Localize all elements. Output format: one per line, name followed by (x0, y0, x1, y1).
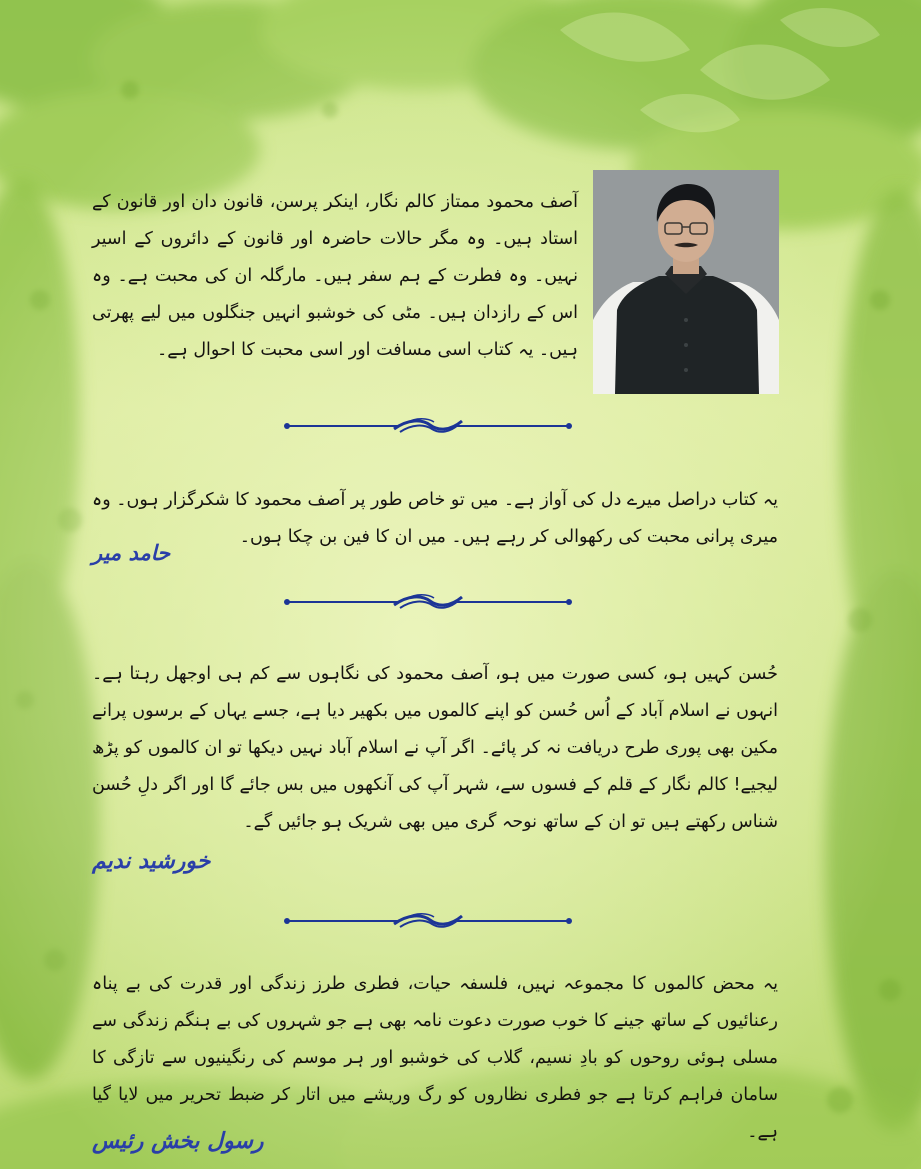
swirl-divider-icon (282, 591, 574, 613)
swirl-divider-icon (282, 415, 574, 437)
review-signature: خورشید ندیم (92, 848, 211, 874)
review-signature: رسول بخش رئیس (92, 1128, 264, 1154)
review-paragraph: یہ محض کالموں کا مجموعہ نہیں، فلسفہ حیات، فطری طرز زندگی اور قدرت کی بے پناہ رعنائیوں کے ساتھ جینے کا خوب صورت دعوت نامہ بھی ہے جو شہروں کی بے ہنگم زندگی سے مسلی ہوئی روحوں کو بادِ نسیم، گلاب کی خوشبو اور ہر موسم کی رنگینیوں سے تازگی کا سامان فراہم کرتا ہے جو فطری نظاروں کو رگ وریشے میں اتار کر ضبط تحریر میں لایا گیا ہے۔ (92, 974, 778, 1142)
author-portrait-icon (593, 170, 779, 394)
intro-paragraph: آصف محمود ممتاز کالم نگار، اینکر پرسن، قانون دان اور قانون کے استاد ہیں۔ وہ مگر حالات حاضرہ اور قانون کے دائروں کے اسیر نہیں۔ وہ فطرت کے ہم سفر ہیں۔ مارگلہ ان کی محبت ہے۔ وہ اس کے رازدان ہیں۔ مٹی کی خوشبو انہیں جنگلوں میں لیے پھرتی ہیں۔ یہ کتاب اسی مسافت اور اسی محبت کا احوال ہے۔ (92, 192, 578, 360)
review-paragraph: حُسن کہیں ہو، کسی صورت میں ہو، آصف محمود کی نگاہوں سے کم ہی اوجھل رہتا ہے۔ انہوں نے اسلام آباد کے اُس حُسن کو اپنے کالموں میں بکھیر دیا ہے، جسے یہاں کے برسوں پرانے مکین بھی پوری طرح دریافت نہ کر پائے۔ اگر آپ نے اسلام آباد نہیں دیکھا تو ان کالموں کو پڑھ لیجیے! کالم نگار کے قلم کے فسوں سے، شہر آپ کی آنکھوں میں بس جائے گا اور اگر دلِ حُسن شناس رکھتے ہیں تو ان کے ساتھ نوحہ گری میں بھی شریک ہو جائیں گے۔ (92, 664, 778, 832)
review-signature: حامد میر (92, 540, 171, 565)
swirl-divider-icon (282, 910, 574, 932)
review-paragraph: یہ کتاب دراصل میرے دل کی آواز ہے۔ میں تو خاص طور پر آصف محمود کا شکرگزار ہوں۔ وہ میری پرانی محبت کی رکھوالی کر رہے ہیں۔ میں ان کا فین بن چکا ہوں۔ (92, 490, 778, 547)
author-photo (593, 170, 779, 394)
